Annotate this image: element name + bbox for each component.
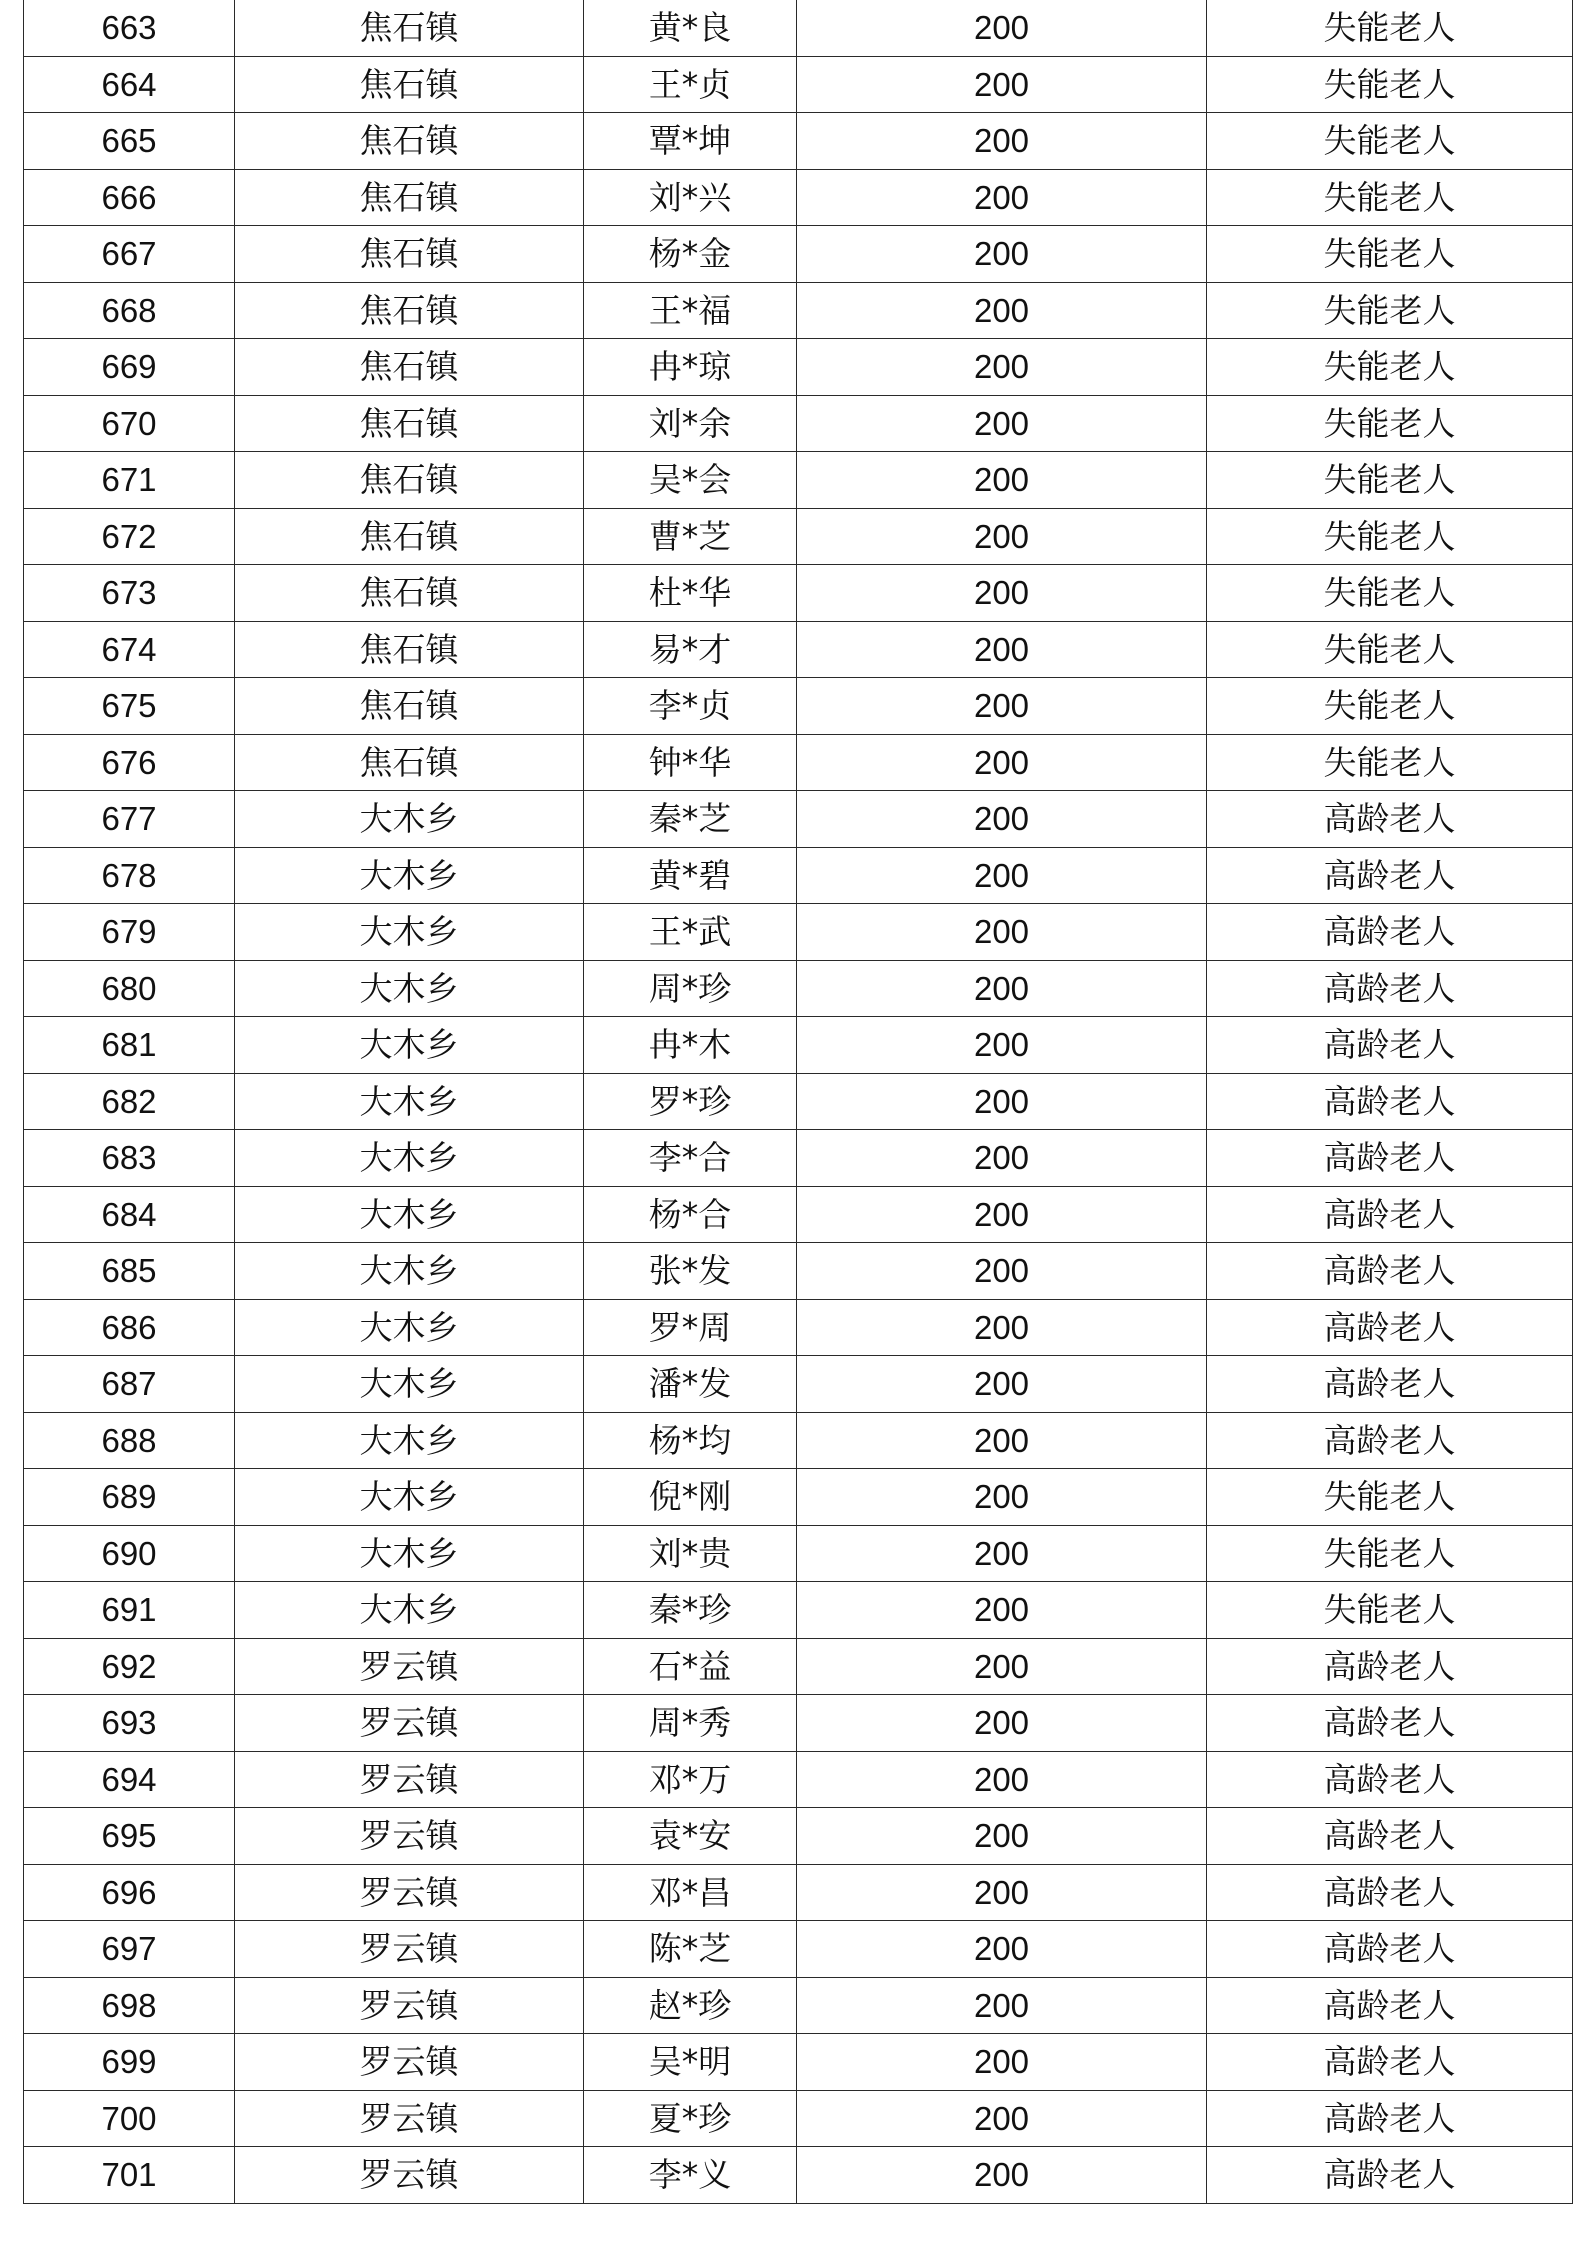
township-cell: 罗云镇 — [235, 2034, 584, 2091]
recipient-name-cell: 石*益 — [584, 1638, 797, 1695]
recipient-name-cell: 周*秀 — [584, 1695, 797, 1752]
recipient-name-cell: 王*武 — [584, 904, 797, 961]
category-cell: 高龄老人 — [1207, 1638, 1573, 1695]
table-row — [24, 1130, 1573, 1187]
recipient-name-cell: 杨*均 — [584, 1412, 797, 1469]
township-cell: 焦石镇 — [235, 395, 584, 452]
table-row — [24, 1017, 1573, 1074]
serial-number-cell: 667 — [24, 226, 235, 283]
category-cell: 高龄老人 — [1207, 2034, 1573, 2091]
category-cell: 高龄老人 — [1207, 1356, 1573, 1413]
category-cell: 失能老人 — [1207, 113, 1573, 170]
township-cell: 大木乡 — [235, 904, 584, 961]
serial-number-cell: 673 — [24, 565, 235, 622]
township-cell: 罗云镇 — [235, 1977, 584, 2034]
category-cell: 失能老人 — [1207, 678, 1573, 735]
recipient-name-cell: 秦*珍 — [584, 1582, 797, 1639]
category-cell: 失能老人 — [1207, 339, 1573, 396]
recipient-name-cell: 李*义 — [584, 2147, 797, 2204]
amount-cell: 200 — [797, 678, 1207, 735]
township-cell: 大木乡 — [235, 791, 584, 848]
recipient-name-cell: 刘*兴 — [584, 169, 797, 226]
serial-number-cell: 664 — [24, 56, 235, 113]
amount-cell: 200 — [797, 1751, 1207, 1808]
table-row — [24, 734, 1573, 791]
recipient-name-cell: 易*才 — [584, 621, 797, 678]
amount-cell: 200 — [797, 1525, 1207, 1582]
recipient-name-cell: 吴*明 — [584, 2034, 797, 2091]
amount-cell: 200 — [797, 2034, 1207, 2091]
township-cell: 罗云镇 — [235, 1921, 584, 1978]
category-cell: 失能老人 — [1207, 452, 1573, 509]
serial-number-cell: 665 — [24, 113, 235, 170]
township-cell: 大木乡 — [235, 1186, 584, 1243]
table-row — [24, 1469, 1573, 1526]
amount-cell: 200 — [797, 1695, 1207, 1752]
amount-cell: 200 — [797, 452, 1207, 509]
amount-cell: 200 — [797, 791, 1207, 848]
township-cell: 焦石镇 — [235, 734, 584, 791]
recipient-name-cell: 杨*合 — [584, 1186, 797, 1243]
table-row — [24, 565, 1573, 622]
table-row — [24, 226, 1573, 283]
amount-cell: 200 — [797, 56, 1207, 113]
category-cell: 高龄老人 — [1207, 1808, 1573, 1865]
recipient-name-cell: 夏*珍 — [584, 2090, 797, 2147]
township-cell: 罗云镇 — [235, 1808, 584, 1865]
category-cell: 高龄老人 — [1207, 1695, 1573, 1752]
township-cell: 焦石镇 — [235, 565, 584, 622]
category-cell: 失能老人 — [1207, 282, 1573, 339]
table-row — [24, 847, 1573, 904]
category-cell: 高龄老人 — [1207, 2147, 1573, 2204]
serial-number-cell: 669 — [24, 339, 235, 396]
category-cell: 高龄老人 — [1207, 1299, 1573, 1356]
category-cell: 高龄老人 — [1207, 1186, 1573, 1243]
township-cell: 焦石镇 — [235, 113, 584, 170]
amount-cell: 200 — [797, 1977, 1207, 2034]
category-cell: 失能老人 — [1207, 169, 1573, 226]
recipient-name-cell: 罗*珍 — [584, 1073, 797, 1130]
recipient-name-cell: 杜*华 — [584, 565, 797, 622]
table-row — [24, 1808, 1573, 1865]
township-cell: 焦石镇 — [235, 56, 584, 113]
recipient-name-cell: 黄*碧 — [584, 847, 797, 904]
table-row — [24, 1921, 1573, 1978]
table-row — [24, 56, 1573, 113]
township-cell: 罗云镇 — [235, 1638, 584, 1695]
table-row — [24, 2090, 1573, 2147]
table-row — [24, 113, 1573, 170]
serial-number-cell: 683 — [24, 1130, 235, 1187]
recipient-name-cell: 覃*坤 — [584, 113, 797, 170]
township-cell: 大木乡 — [235, 1412, 584, 1469]
township-cell: 大木乡 — [235, 1017, 584, 1074]
table-row — [24, 1751, 1573, 1808]
recipient-name-cell: 刘*余 — [584, 395, 797, 452]
category-cell: 高龄老人 — [1207, 1017, 1573, 1074]
serial-number-cell: 668 — [24, 282, 235, 339]
serial-number-cell: 681 — [24, 1017, 235, 1074]
category-cell: 高龄老人 — [1207, 1977, 1573, 2034]
recipient-name-cell: 曹*芝 — [584, 508, 797, 565]
serial-number-cell: 685 — [24, 1243, 235, 1300]
category-cell: 高龄老人 — [1207, 1130, 1573, 1187]
recipient-name-cell: 黄*良 — [584, 0, 797, 56]
category-cell: 高龄老人 — [1207, 1412, 1573, 1469]
amount-cell: 200 — [797, 734, 1207, 791]
table-row — [24, 1186, 1573, 1243]
recipient-name-cell: 钟*华 — [584, 734, 797, 791]
table-row — [24, 1695, 1573, 1752]
recipient-name-cell: 陈*芝 — [584, 1921, 797, 1978]
amount-cell: 200 — [797, 395, 1207, 452]
township-cell: 大木乡 — [235, 1073, 584, 1130]
township-cell: 大木乡 — [235, 1525, 584, 1582]
amount-cell: 200 — [797, 1356, 1207, 1413]
amount-cell: 200 — [797, 226, 1207, 283]
table-row — [24, 1582, 1573, 1639]
category-cell: 高龄老人 — [1207, 1864, 1573, 1921]
serial-number-cell: 674 — [24, 621, 235, 678]
serial-number-cell: 663 — [24, 0, 235, 56]
category-cell: 失能老人 — [1207, 395, 1573, 452]
amount-cell: 200 — [797, 508, 1207, 565]
recipient-name-cell: 王*福 — [584, 282, 797, 339]
serial-number-cell: 677 — [24, 791, 235, 848]
serial-number-cell: 684 — [24, 1186, 235, 1243]
recipient-name-cell: 罗*周 — [584, 1299, 797, 1356]
category-cell: 高龄老人 — [1207, 1921, 1573, 1978]
township-cell: 大木乡 — [235, 1582, 584, 1639]
serial-number-cell: 693 — [24, 1695, 235, 1752]
table-row — [24, 2034, 1573, 2091]
recipient-name-cell: 倪*刚 — [584, 1469, 797, 1526]
amount-cell: 200 — [797, 282, 1207, 339]
township-cell: 焦石镇 — [235, 339, 584, 396]
township-cell: 大木乡 — [235, 1356, 584, 1413]
category-cell: 高龄老人 — [1207, 960, 1573, 1017]
amount-cell: 200 — [797, 0, 1207, 56]
serial-number-cell: 701 — [24, 2147, 235, 2204]
category-cell: 失能老人 — [1207, 56, 1573, 113]
table-row — [24, 452, 1573, 509]
table-row — [24, 1356, 1573, 1413]
category-cell: 高龄老人 — [1207, 1751, 1573, 1808]
table-row — [24, 1243, 1573, 1300]
amount-cell: 200 — [797, 169, 1207, 226]
table-row — [24, 1073, 1573, 1130]
township-cell: 焦石镇 — [235, 169, 584, 226]
township-cell: 焦石镇 — [235, 452, 584, 509]
amount-cell: 200 — [797, 1243, 1207, 1300]
amount-cell: 200 — [797, 904, 1207, 961]
township-cell: 罗云镇 — [235, 1695, 584, 1752]
table-row — [24, 678, 1573, 735]
category-cell: 高龄老人 — [1207, 1243, 1573, 1300]
table-row — [24, 1638, 1573, 1695]
township-cell: 焦石镇 — [235, 226, 584, 283]
category-cell: 失能老人 — [1207, 508, 1573, 565]
serial-number-cell: 697 — [24, 1921, 235, 1978]
category-cell: 高龄老人 — [1207, 791, 1573, 848]
township-cell: 罗云镇 — [235, 2147, 584, 2204]
serial-number-cell: 676 — [24, 734, 235, 791]
table-row — [24, 395, 1573, 452]
table-row — [24, 621, 1573, 678]
recipient-name-cell: 杨*金 — [584, 226, 797, 283]
table-row — [24, 0, 1573, 56]
amount-cell: 200 — [797, 847, 1207, 904]
serial-number-cell: 698 — [24, 1977, 235, 2034]
serial-number-cell: 696 — [24, 1864, 235, 1921]
recipient-name-cell: 袁*安 — [584, 1808, 797, 1865]
amount-cell: 200 — [797, 1808, 1207, 1865]
table-row — [24, 339, 1573, 396]
recipient-name-cell: 邓*昌 — [584, 1864, 797, 1921]
township-cell: 大木乡 — [235, 1243, 584, 1300]
recipient-name-cell: 张*发 — [584, 1243, 797, 1300]
category-cell: 失能老人 — [1207, 0, 1573, 56]
amount-cell: 200 — [797, 1412, 1207, 1469]
serial-number-cell: 700 — [24, 2090, 235, 2147]
serial-number-cell: 672 — [24, 508, 235, 565]
serial-number-cell: 691 — [24, 1582, 235, 1639]
township-cell: 罗云镇 — [235, 1751, 584, 1808]
table-row — [24, 791, 1573, 848]
serial-number-cell: 680 — [24, 960, 235, 1017]
serial-number-cell: 679 — [24, 904, 235, 961]
amount-cell: 200 — [797, 1073, 1207, 1130]
category-cell: 高龄老人 — [1207, 2090, 1573, 2147]
category-cell: 失能老人 — [1207, 1525, 1573, 1582]
recipient-name-cell: 潘*发 — [584, 1356, 797, 1413]
serial-number-cell: 694 — [24, 1751, 235, 1808]
category-cell: 失能老人 — [1207, 1582, 1573, 1639]
amount-cell: 200 — [797, 1186, 1207, 1243]
category-cell: 高龄老人 — [1207, 847, 1573, 904]
recipient-name-cell: 秦*芝 — [584, 791, 797, 848]
recipient-name-cell: 吴*会 — [584, 452, 797, 509]
amount-cell: 200 — [797, 2147, 1207, 2204]
amount-cell: 200 — [797, 1921, 1207, 1978]
category-cell: 高龄老人 — [1207, 904, 1573, 961]
serial-number-cell: 688 — [24, 1412, 235, 1469]
table-row — [24, 1977, 1573, 2034]
recipient-name-cell: 王*贞 — [584, 56, 797, 113]
table-row — [24, 960, 1573, 1017]
amount-cell: 200 — [797, 1130, 1207, 1187]
amount-cell: 200 — [797, 1299, 1207, 1356]
roster-body — [24, 0, 1573, 2203]
recipient-name-cell: 赵*珍 — [584, 1977, 797, 2034]
serial-number-cell: 670 — [24, 395, 235, 452]
table-row — [24, 2147, 1573, 2204]
amount-cell: 200 — [797, 565, 1207, 622]
amount-cell: 200 — [797, 621, 1207, 678]
township-cell: 焦石镇 — [235, 678, 584, 735]
amount-cell: 200 — [797, 1469, 1207, 1526]
recipient-name-cell: 冉*琼 — [584, 339, 797, 396]
amount-cell: 200 — [797, 1582, 1207, 1639]
amount-cell: 200 — [797, 1638, 1207, 1695]
amount-cell: 200 — [797, 339, 1207, 396]
amount-cell: 200 — [797, 1864, 1207, 1921]
township-cell: 大木乡 — [235, 847, 584, 904]
amount-cell: 200 — [797, 960, 1207, 1017]
serial-number-cell: 671 — [24, 452, 235, 509]
township-cell: 大木乡 — [235, 1299, 584, 1356]
serial-number-cell: 689 — [24, 1469, 235, 1526]
recipient-name-cell: 李*合 — [584, 1130, 797, 1187]
amount-cell: 200 — [797, 113, 1207, 170]
serial-number-cell: 687 — [24, 1356, 235, 1413]
serial-number-cell: 666 — [24, 169, 235, 226]
table-row — [24, 1525, 1573, 1582]
recipient-name-cell: 刘*贵 — [584, 1525, 797, 1582]
recipient-name-cell: 李*贞 — [584, 678, 797, 735]
serial-number-cell: 690 — [24, 1525, 235, 1582]
table-row — [24, 508, 1573, 565]
township-cell: 大木乡 — [235, 1130, 584, 1187]
serial-number-cell: 692 — [24, 1638, 235, 1695]
serial-number-cell: 678 — [24, 847, 235, 904]
township-cell: 焦石镇 — [235, 621, 584, 678]
serial-number-cell: 675 — [24, 678, 235, 735]
township-cell: 罗云镇 — [235, 2090, 584, 2147]
serial-number-cell: 699 — [24, 2034, 235, 2091]
serial-number-cell: 686 — [24, 1299, 235, 1356]
amount-cell: 200 — [797, 1017, 1207, 1074]
category-cell: 失能老人 — [1207, 621, 1573, 678]
serial-number-cell: 695 — [24, 1808, 235, 1865]
township-cell: 大木乡 — [235, 1469, 584, 1526]
table-row — [24, 1299, 1573, 1356]
category-cell: 失能老人 — [1207, 226, 1573, 283]
township-cell: 罗云镇 — [235, 1864, 584, 1921]
category-cell: 失能老人 — [1207, 734, 1573, 791]
township-cell: 焦石镇 — [235, 508, 584, 565]
table-row — [24, 904, 1573, 961]
township-cell: 大木乡 — [235, 960, 584, 1017]
recipient-name-cell: 邓*万 — [584, 1751, 797, 1808]
serial-number-cell: 682 — [24, 1073, 235, 1130]
subsidy-roster-table — [23, 0, 1573, 2204]
recipient-name-cell: 冉*木 — [584, 1017, 797, 1074]
amount-cell: 200 — [797, 2090, 1207, 2147]
township-cell: 焦石镇 — [235, 282, 584, 339]
category-cell: 高龄老人 — [1207, 1073, 1573, 1130]
category-cell: 失能老人 — [1207, 1469, 1573, 1526]
recipient-name-cell: 周*珍 — [584, 960, 797, 1017]
table-row — [24, 169, 1573, 226]
category-cell: 失能老人 — [1207, 565, 1573, 622]
table-row — [24, 1412, 1573, 1469]
table-row — [24, 1864, 1573, 1921]
township-cell: 焦石镇 — [235, 0, 584, 56]
table-row — [24, 282, 1573, 339]
